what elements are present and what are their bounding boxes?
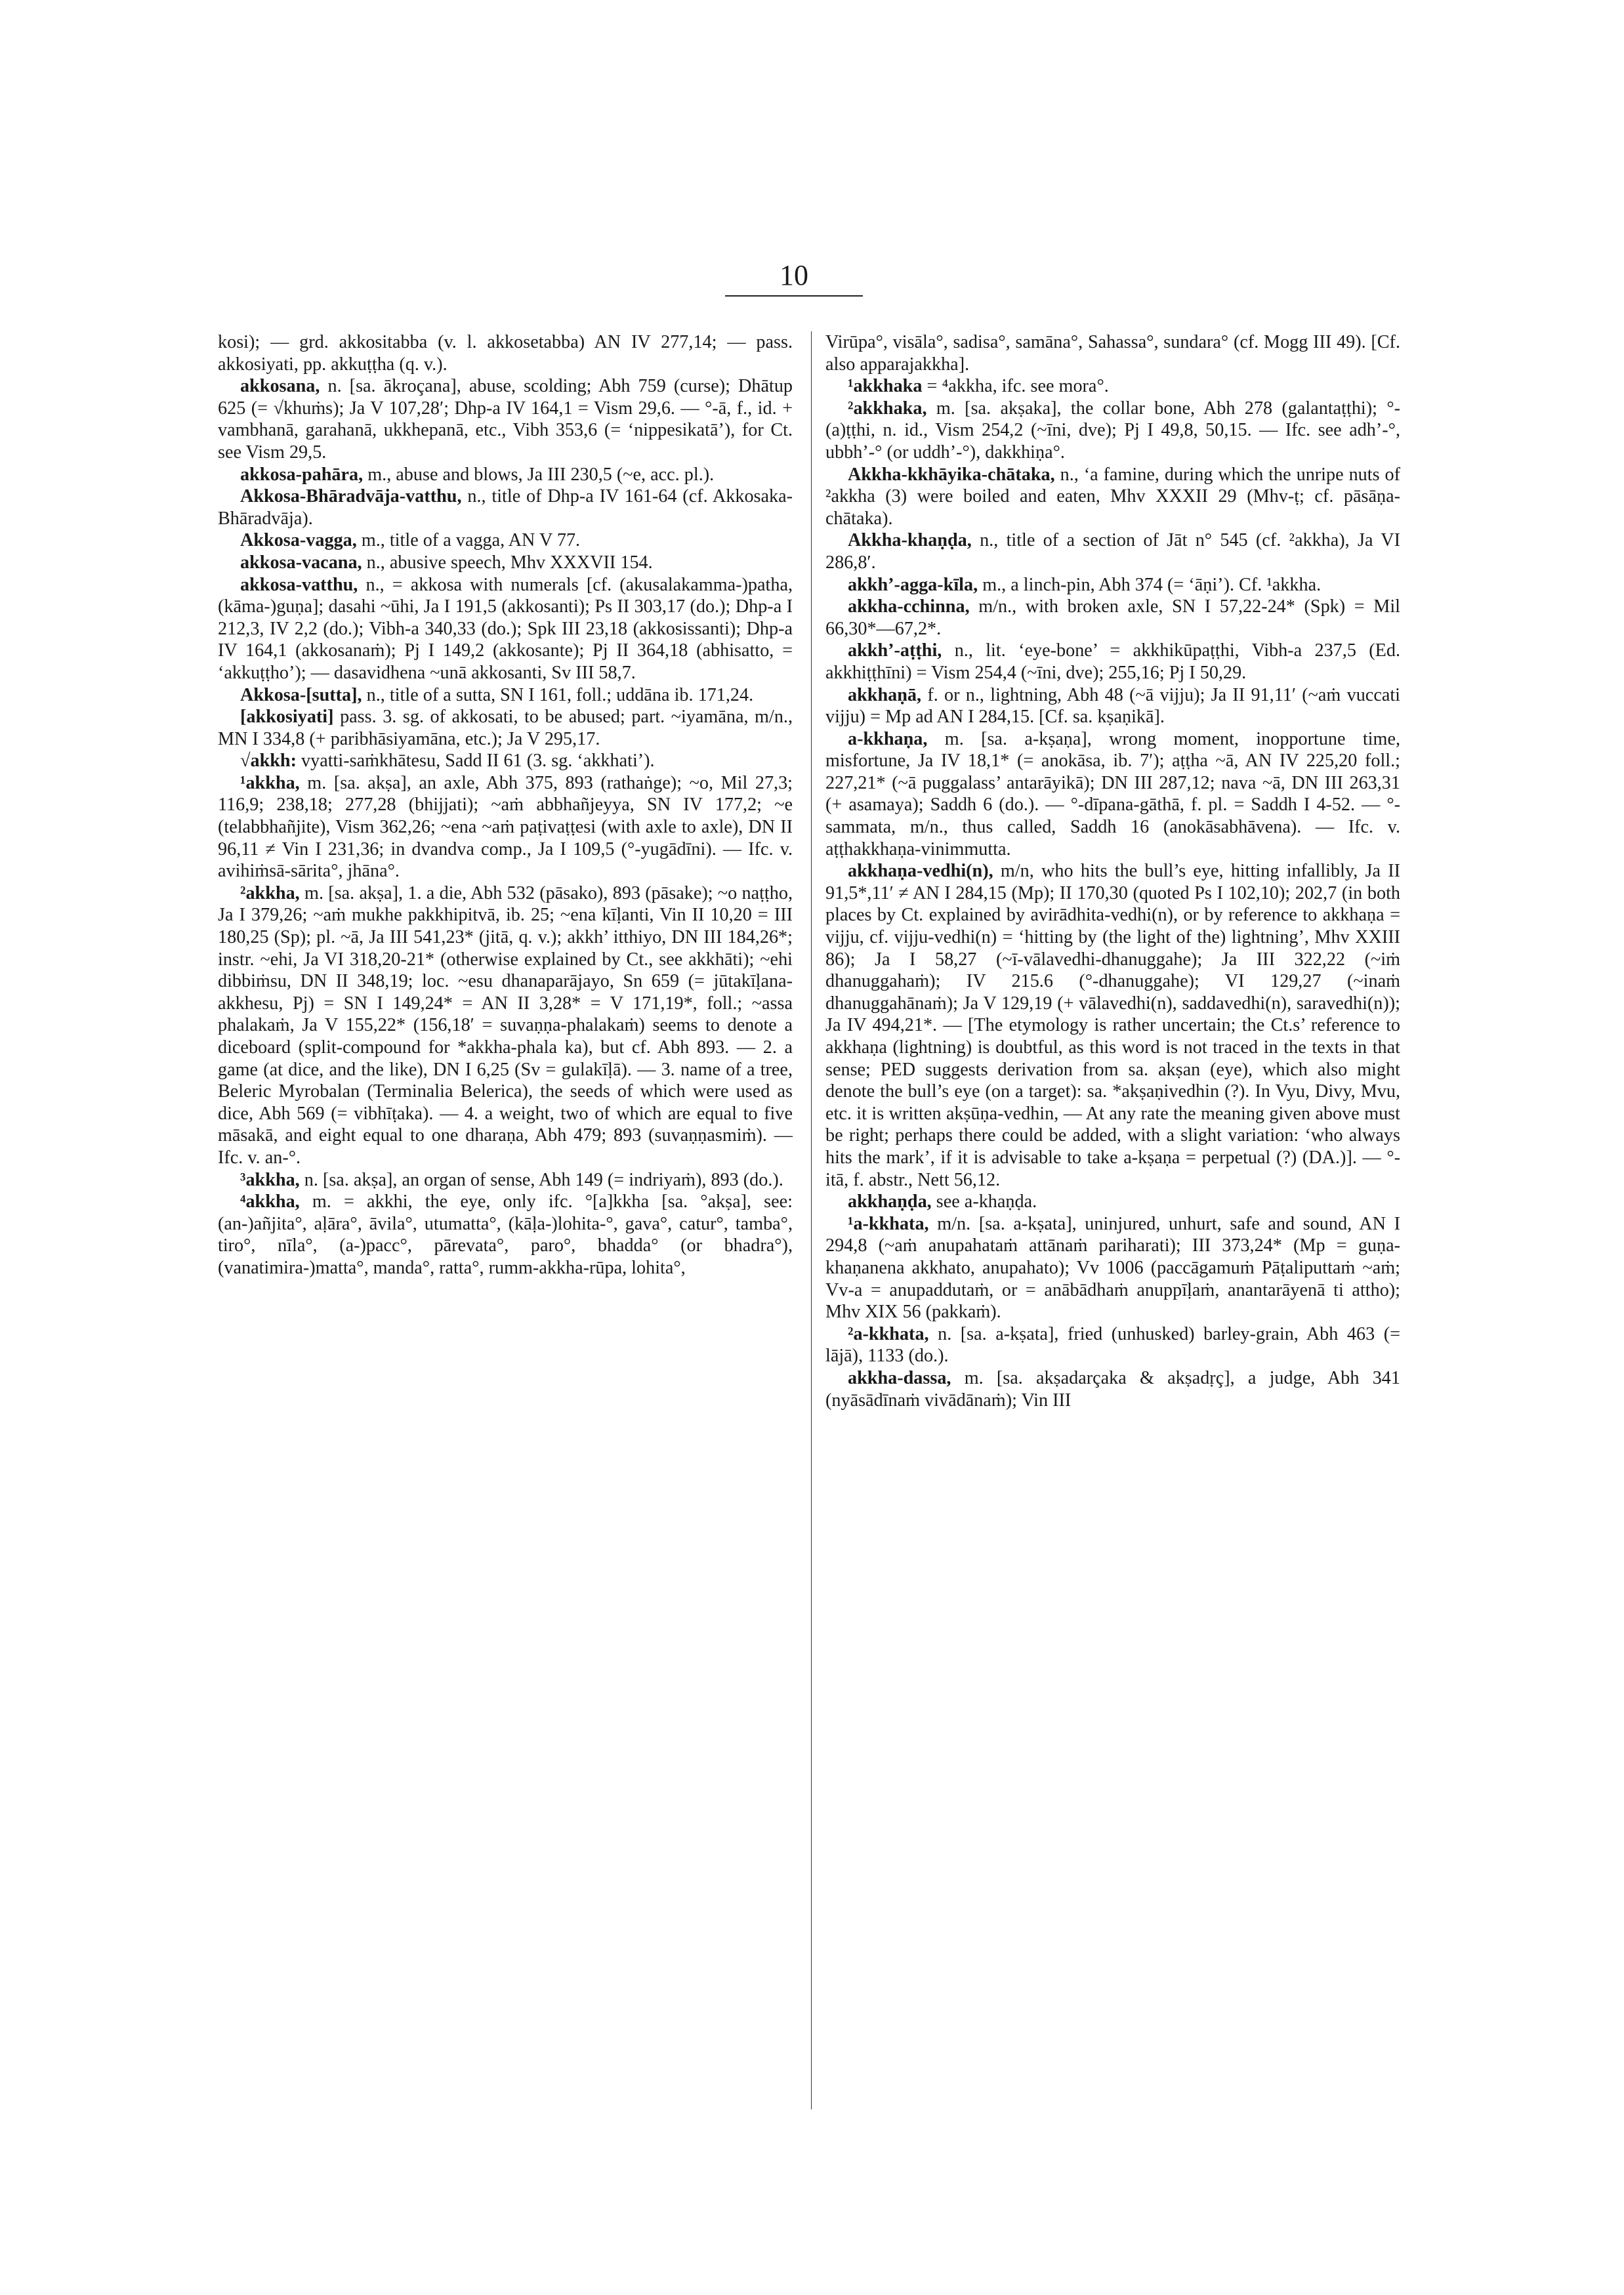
entry-headword: [akkosiyati] — [240, 707, 334, 728]
entry-definition: n. [sa. a-kṣata], fried (unhusked) barley-grain, Abh 463 (= lājā), 1133 (do.). — [825, 1323, 1400, 1367]
entry-headword: Akkosa-Bhāradvāja-vatthu, — [240, 486, 462, 507]
entry-headword: akkosa-pahāra, — [240, 464, 364, 485]
entry-headword: akkh’-agga-kīla, — [848, 574, 978, 595]
entry-definition: m. = akkhi, the eye, only ifc. °[a]kkha [sa. °akṣa], see: (an-)añjita°, aḷāra°, āvila°, utumatta°, (kāḷa-)lohita-°, gava°, catur°, tamba°, tiro°, nīla°, (a-)pacc°, pārevata°, paro°, bhadda° (or bhadra°), (vanatimira-)matta°, manda°, ratta°, rumm-akkha-rūpa, lohita°, — [218, 1191, 793, 1278]
entry-definition: m. [sa. akṣadarçaka & akṣadṛç], a judge, Abh 341 (nyāsādīnaṁ vivādānaṁ); Vin III — [825, 1367, 1400, 1411]
entry-headword: akkhaṇa-vedhi(n), — [848, 861, 993, 882]
entry-headword: ²akkha, — [240, 882, 300, 903]
entry-definition: m., abuse and blows, Ja III 230,5 (~e, acc. pl.). — [367, 464, 715, 485]
entry-headword: Akkha-kkhāyika-chātaka, — [848, 464, 1055, 485]
entry-definition: m. [sa. akṣa], an axle, Abh 375, 893 (rathaṅge); ~o, Mil 27,3; 116,9; 238,18; 277,28 (bhijjati); ~aṁ abbhañjeyya, SN IV 177,2; ~e (telabbhañjite), Vism 362,26; ~ena ~aṁ paṭivaṭṭesi (with axle to axle), DN II 96,11 ≠ Vin I 231,36; in dvandva comp., Ja I 109,5 (°-yugādīni). — Ifc. v. avihiṁsā-sārita°, jhāna°. — [218, 772, 793, 882]
dictionary-entry — [825, 860, 1400, 1191]
dictionary-entry — [218, 375, 793, 463]
dictionary-entry — [825, 1191, 1400, 1213]
entry-definition: n. [sa. akṣa], an organ of sense, Abh 149 (= indriyaṁ), 893 (do.). — [304, 1169, 783, 1190]
dictionary-entry — [218, 1169, 793, 1191]
entry-definition: n., = akkosa with numerals [cf. (akusalakamma-)patha, (kāma-)guṇa]; dasahi ~ūhi, Ja I 191,5 (akkosanti); Ps II 303,17 (do.); Dhp-a I 212,3, IV 2,2 (do.); Vibh-a 340,33 (do.); Spk III 23,18 (akkosissanti); Dhp-a IV 164,1 (akkosanaṁ); Pj I 149,2 (akkosante); Pj II 364,18 (abhisatto, = ‘akkuṭṭho’); — dasavidhena ~unā akkosanti, Sv III 58,7. — [218, 574, 793, 683]
dictionary-entry — [825, 529, 1400, 573]
entry-definition: pass. 3. sg. of akkosati, to be abused; part. ~iyamāna, m/n., MN I 334,8 (+ paribhāsiyamāna, etc.); Ja V 295,17. — [218, 707, 793, 749]
dictionary-entry — [825, 375, 1400, 398]
dictionary-entry — [825, 596, 1400, 640]
dictionary-entry — [825, 331, 1400, 375]
entry-headword: a-kkhaṇa, — [848, 728, 928, 749]
header-rule — [725, 295, 863, 297]
dictionary-entry — [825, 574, 1400, 596]
entry-definition: n., lit. ‘eye-bone’ = akkhikūpaṭṭhi, Vibh-a 237,5 (Ed. akkhiṭṭhīni) = Vism 254,4 (~īni, dve); 255,16; Pj I 50,29. — [825, 640, 1401, 683]
entry-headword: akkha-cchinna, — [848, 596, 970, 617]
entry-headword: ²a-kkhata, — [848, 1323, 929, 1344]
entry-definition: m., title of a vagga, AN V 77. — [361, 530, 581, 551]
dictionary-entry — [218, 486, 793, 529]
dictionary-entry — [218, 882, 793, 1169]
page-number: 10 — [780, 259, 808, 291]
entry-definition: m/n., with broken axle, SN I 57,22-24* (Spk) = Mil 66,30*—67,2*. — [825, 596, 1401, 639]
dictionary-entry — [218, 706, 793, 750]
entry-headword: akkosa-vacana, — [240, 552, 362, 573]
dictionary-entry — [218, 529, 793, 552]
entry-headword: √akkh: — [240, 751, 297, 772]
entry-definition: see a-khaṇḍa. — [936, 1191, 1037, 1212]
entry-definition: m/n, who hits the bull’s eye, hitting infallibly, Ja II 91,5*,11′ ≠ AN I 284,15 (Mp); II 170,30 (quoted Ps I 102,10); 202,7 (in both places by Ct. explained by avirādhita-vedhi(n), or by reference to akkhaṇa = vijju, cf. vijju-vedhi(n) = ‘hitting by (the light of the) lightning’, Mhv XXIII 86); Ja I 58,27 (~ī-vālavedhi-dhanuggahe); Ja III 322,22 (~iṁ dhanuggahaṁ); IV 215.6 (°-dhanuggahe); VI 129,27 (~inaṁ dhanuggahānaṁ); Ja V 129,19 (+ vālavedhi(n), saddavedhi(n), saravedhi(n)); Ja IV 494,21*. — [The etymology is rather uncertain; the Ct.s’ reference to akkhaṇa (lightning) is doubtful, as this word is not traced in the texts in that sense; PED suggests derivation from sa. akṣan (eye), which also might denote the bull’s eye (on a target): sa. *akṣaṇivedhin (?). In Vyu, Divy, Mvu, etc. it is written akṣūṇa-vedhin, — At any rate the meaning given above must be right; perhaps there could be added, with a slight variation: ‘who always hits the mark’, if it is advisable to take a-kṣaṇa = perpetual (?) (DA.)]. — °-itā, f. abstr., Nett 56,12. — [825, 861, 1400, 1190]
dictionary-entry — [825, 1367, 1400, 1411]
entry-definition: n. [sa. ākroçana], abuse, scolding; Abh 759 (curse); Dhātup 625 (= √khuṁs); Ja V 107,28′; Dhp-a IV 164,1 = Vism 29,6. — °-ā, f., id. + vambhanā, garahanā, ukkhepanā, etc., Vibh 353,6 (= ‘nippesikatā’), for Ct. see Vism 29,5. — [218, 376, 793, 463]
dictionary-entry — [218, 331, 793, 375]
entry-definition: m. [sa. akṣaka], the collar bone, Abh 278 (galantaṭṭhi); °-(a)ṭṭhi, n. id., Vism 254,2 (~īni, dve); Pj I 49,8, 50,15. — Ifc. see adh’-°, ubbh’-° (or uddh’-°), dakkhiṇa°. — [825, 398, 1400, 463]
dictionary-entry — [825, 684, 1400, 728]
entry-definition: n., title of Dhp-a IV 161-64 (cf. Akkosaka-Bhāradvāja). — [218, 486, 793, 529]
dictionary-entry — [218, 574, 793, 684]
entry-headword: akkh’-aṭṭhi, — [848, 640, 942, 661]
entry-headword: ⁴akkha, — [240, 1191, 300, 1212]
entry-headword: ¹akkhaka — [848, 376, 923, 397]
dictionary-entry — [218, 552, 793, 574]
entry-headword: akkha-dassa, — [848, 1367, 951, 1388]
entry-definition: Virūpa°, visāla°, sadisa°, samāna°, Sahassa°, sundara° (cf. Mogg III 49). [Cf. also apparajakkha]. — [825, 332, 1400, 375]
entry-headword: Akkosa-[sutta], — [240, 684, 362, 705]
entry-definition: kosi); — grd. akkositabba (v. l. akkosetabba) AN IV 277,14; — pass. akkosiyati, pp. akkuṭṭha (q. v.). — [218, 332, 793, 375]
entry-definition: n., abusive speech, Mhv XXXVII 154. — [366, 552, 653, 573]
entry-definition: m. [sa. akṣa], 1. a die, Abh 532 (pāsako), 893 (pāsake); ~o naṭṭho, Ja I 379,26; ~aṁ mukhe pakkhipitvā, ib. 25; ~ena kīḷanti, Vin II 10,20 = III 180,25 (Sp); pl. ~ā, Ja III 541,23* (jitā, q. v.); akkh’ itthiyo, DN III 184,26*; instr. ~ehi, Ja VI 318,20-21* (otherwise explained by Ct., see akkhāti); ~ehi dibbiṁsu, DN II 348,19; loc. ~esu dhanaparājayo, Sn 659 (= jūtakīḷana-akkhesu, Pj) = SN I 149,24* = AN II 3,28* = V 171,19*, foll.; ~assa phalakaṁ, Ja V 155,22* (156,18′ = suvaṇṇa-phalakaṁ) seems to denote a diceboard (split-compound for *akkha-phala ka), but cf. Abh 893. — 2. a game (at dice, and the like), DN I 6,25 (Sv = gulakīḷā). — 3. name of a tree, Beleric Myrobalan (Terminalia Belerica), the seeds of which were used as dice, Abh 569 (= vibhīṭaka). — 4. a weight, two of which are equal to five māsakā, and eight equal to one dharaṇa, Abh 479; 893 (suvaṇṇasmiṁ). — Ifc. v. an-°. — [218, 882, 793, 1168]
entry-definition: f. or n., lightning, Abh 48 (~ā vijju); Ja II 91,11′ (~aṁ vuccati vijju) = Mp ad AN I 284,15. [Cf. sa. kṣaṇikā]. — [825, 684, 1401, 728]
dictionary-entry — [218, 684, 793, 707]
entry-headword: ³akkha, — [240, 1169, 300, 1190]
entry-definition: n., title of a section of Jāt n° 545 (cf. ²akkha), Ja VI 286,8′. — [825, 530, 1400, 573]
left-column — [218, 331, 793, 1279]
dictionary-entry — [825, 398, 1400, 464]
entry-definition: m., a linch-pin, Abh 374 (= ‘āṇi’). Cf. ¹akkha. — [982, 574, 1322, 595]
entry-definition: = ⁴akkha, ifc. see mora°. — [927, 376, 1109, 397]
dictionary-entry — [825, 1323, 1400, 1367]
dictionary-entry — [218, 464, 793, 486]
entry-headword: ¹akkha, — [240, 772, 300, 793]
entry-definition: m/n. [sa. a-kṣata], uninjured, unhurt, safe and sound, AN I 294,8 (~aṁ anupahataṁ attānaṁ pariharati); III 373,24* (Mp = guṇa-khaṇanena akkhato, anupahato); Vv 1006 (paccāgamuṁ Pāṭaliputtaṁ ~aṁ; Vv-a = anupaddutaṁ, or = anābādhaṁ anuppīḷaṁ, anantarāyenā ti attho); Mhv XIX 56 (pakkaṁ). — [825, 1213, 1400, 1323]
dictionary-entry — [218, 772, 793, 882]
dictionary-entry — [825, 464, 1400, 530]
entry-headword: Akkha-khaṇḍa, — [848, 530, 972, 551]
column-divider — [811, 331, 812, 2109]
entry-headword: ²akkhaka, — [848, 398, 927, 419]
right-column — [825, 331, 1400, 1411]
entry-headword: akkosana, — [240, 376, 320, 397]
entry-headword: ¹a-kkhata, — [848, 1213, 929, 1234]
entry-definition: n., title of a sutta, SN I 161, foll.; uddāna ib. 171,24. — [366, 684, 754, 705]
entry-headword: akkhaṇā, — [848, 684, 922, 705]
entry-definition: m. [sa. a-kṣaṇa], wrong moment, inopportune time, misfortune, Ja IV 18,1* (= anokāsa, ib. 7′); aṭṭha ~ā, AN IV 225,20 foll.; 227,21* (~ā puggalass’ antarāyikā); DN III 287,12; nava ~ā, DN III 263,31 (+ asamaya); Saddh 6 (do.). — °-dīpana-gāthā, f. pl. = Saddh I 4-52. — °-sammata, m/n., thus called, Saddh 16 (anokāsabhāvena). — Ifc. v. aṭṭhakkhaṇa-vinimmutta. — [825, 728, 1400, 859]
dictionary-entry — [825, 640, 1400, 684]
entry-definition: vyatti-saṁkhātesu, Sadd II 61 (3. sg. ‘akkhati’). — [301, 751, 655, 772]
dictionary-entry — [218, 1191, 793, 1279]
dictionary-entry — [218, 750, 793, 772]
dictionary-entry — [825, 728, 1400, 861]
entry-headword: akkosa-vatthu, — [240, 574, 358, 595]
dictionary-entry — [825, 1213, 1400, 1323]
entry-headword: Akkosa-vagga, — [240, 530, 357, 551]
entry-definition: n., ‘a famine, during which the unripe nuts of ²akkha (3) were boiled and eaten, Mhv XXXII 29 (Mhv-ṭ; cf. pāsāṇa-chātaka). — [825, 464, 1400, 529]
entry-headword: akkhaṇḍa, — [848, 1191, 932, 1212]
